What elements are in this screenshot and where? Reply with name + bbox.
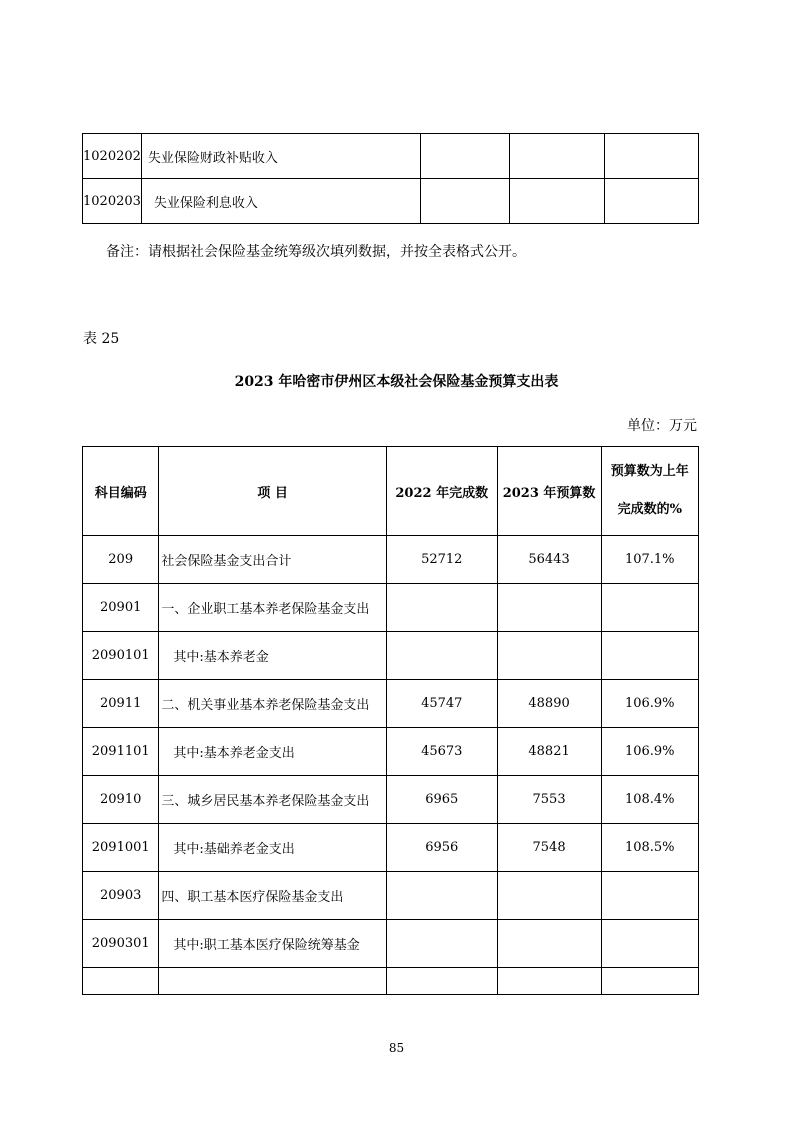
- table-row: [83, 872, 699, 920]
- value-2023-cell: 48821: [497, 728, 601, 776]
- header-budget-percentage: [601, 447, 698, 536]
- value-2023-cell: [497, 968, 601, 995]
- header-2022-actual: 2022 年完成数: [386, 447, 497, 536]
- empty-cell: [510, 179, 605, 224]
- header-subject-code: 科目编码: [83, 447, 159, 536]
- value-2022-cell: [386, 968, 497, 995]
- empty-cell: [421, 179, 510, 224]
- empty-cell: [605, 134, 699, 179]
- percentage-cell: 106.9%: [601, 728, 698, 776]
- table-row: [83, 134, 699, 179]
- subject-code-cell: 20911: [83, 680, 159, 728]
- empty-cell: [605, 179, 699, 224]
- subject-code-cell: 1020203: [83, 179, 142, 224]
- value-2022-cell: [386, 872, 497, 920]
- subject-code-cell: 2090301: [83, 920, 159, 968]
- value-2022-cell: [386, 920, 497, 968]
- value-2023-cell: 7548: [497, 824, 601, 872]
- value-2023-cell: 56443: [497, 536, 601, 584]
- subject-code-cell: 20903: [83, 872, 159, 920]
- table-row: [83, 728, 699, 776]
- value-2022-cell: [386, 632, 497, 680]
- remark-note: 备注：请根据社会保险基金统筹级次填列数据，并按全表格式公开。: [106, 244, 526, 260]
- header-pct-line2: 完成数的%: [617, 502, 682, 517]
- table-header-row: [83, 447, 699, 536]
- empty-cell: [421, 134, 510, 179]
- table-row: [83, 179, 699, 224]
- subject-code-cell: [83, 968, 159, 995]
- table-row: [83, 584, 699, 632]
- item-name-cell: 失业保险财政补贴收入: [141, 134, 420, 179]
- percentage-cell: 107.1%: [601, 536, 698, 584]
- percentage-cell: [601, 872, 698, 920]
- value-2023-cell: [497, 872, 601, 920]
- table-number: 表 25: [83, 331, 120, 347]
- value-2022-cell: [386, 584, 497, 632]
- percentage-cell: [601, 920, 698, 968]
- item-name-cell: 其中:基本养老金支出: [159, 728, 386, 776]
- item-name-cell: [159, 968, 386, 995]
- value-2022-cell: 6956: [386, 824, 497, 872]
- item-name-cell: 失业保险利息收入: [141, 179, 420, 224]
- percentage-cell: [601, 632, 698, 680]
- subject-code-cell: 20901: [83, 584, 159, 632]
- item-name-cell: 四、职工基本医疗保险基金支出: [159, 872, 386, 920]
- table-row: [83, 680, 699, 728]
- empty-cell: [510, 134, 605, 179]
- header-2023-budget: 2023 年预算数: [497, 447, 601, 536]
- item-name-cell: 其中:基础养老金支出: [159, 824, 386, 872]
- value-2022-cell: 45673: [386, 728, 497, 776]
- subject-code-cell: 1020202: [83, 134, 142, 179]
- subject-code-cell: 20910: [83, 776, 159, 824]
- percentage-cell: 108.5%: [601, 824, 698, 872]
- page-number: 85: [388, 1041, 405, 1055]
- item-name-cell: 三、城乡居民基本养老保险基金支出: [159, 776, 386, 824]
- unit-label: 单位：万元: [627, 418, 697, 434]
- item-name-cell: 社会保险基金支出合计: [159, 536, 386, 584]
- subject-code-cell: 209: [83, 536, 159, 584]
- table-row: [83, 824, 699, 872]
- table-row: [83, 536, 699, 584]
- table-row: [83, 632, 699, 680]
- header-pct-line1: 预算数为上年: [610, 464, 689, 479]
- value-2023-cell: [497, 632, 601, 680]
- item-name-cell: 其中:职工基本医疗保险统筹基金: [159, 920, 386, 968]
- percentage-cell: 108.4%: [601, 776, 698, 824]
- value-2023-cell: [497, 920, 601, 968]
- subject-code-cell: 2091001: [83, 824, 159, 872]
- budget-expenditure-table: [82, 446, 699, 995]
- percentage-cell: [601, 968, 698, 995]
- value-2022-cell: 52712: [386, 536, 497, 584]
- value-2022-cell: 6965: [386, 776, 497, 824]
- value-2022-cell: 45747: [386, 680, 497, 728]
- top-continuation-table: [82, 133, 699, 224]
- percentage-cell: [601, 584, 698, 632]
- item-name-cell: 二、机关事业基本养老保险基金支出: [159, 680, 386, 728]
- value-2023-cell: 7553: [497, 776, 601, 824]
- value-2023-cell: [497, 584, 601, 632]
- table-row: [83, 968, 699, 995]
- subject-code-cell: 2091101: [83, 728, 159, 776]
- value-2023-cell: 48890: [497, 680, 601, 728]
- item-name-cell: 一、企业职工基本养老保险基金支出: [159, 584, 386, 632]
- subject-code-cell: 2090101: [83, 632, 159, 680]
- table-row: [83, 920, 699, 968]
- item-name-cell: 其中:基本养老金: [159, 632, 386, 680]
- percentage-cell: 106.9%: [601, 680, 698, 728]
- table-title: 2023 年哈密市伊州区本级社会保险基金预算支出表: [234, 374, 559, 390]
- header-item: 项 目: [159, 447, 386, 536]
- table-row: [83, 776, 699, 824]
